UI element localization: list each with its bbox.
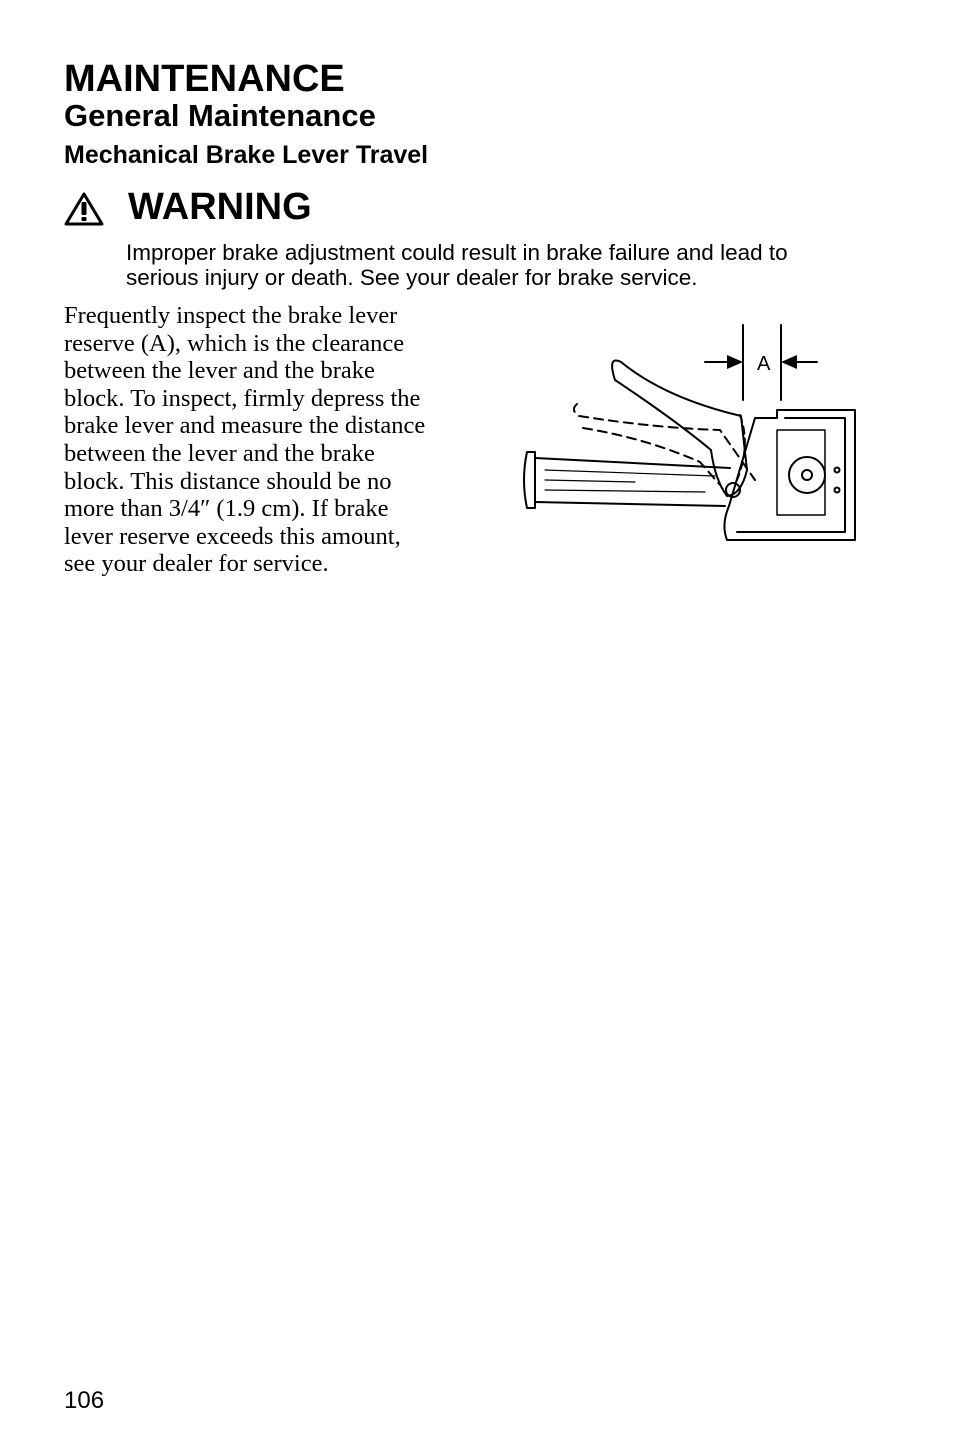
warning-triangle-icon (64, 192, 104, 226)
warning-text: Improper brake adjustment could result in brake failure and lead to serious injury or death. See your dealer for brake service. (126, 240, 788, 290)
subsection-title: General Maintenance (64, 98, 376, 133)
page-number: 106 (64, 1387, 105, 1414)
clearance-label-a: A (757, 353, 771, 375)
brake-lever-diagram (515, 320, 865, 550)
warning-title: WARNING (128, 186, 312, 228)
section-title: MAINTENANCE (64, 58, 345, 100)
topic-title: Mechanical Brake Lever Travel (64, 141, 429, 169)
body-paragraph: Frequently inspect the brake lever reserve (A), which is the clearance between the lever and the brake block. To inspect, firmly depress the brake lever and measure the distance between the lever and the brake block. This distance should be no more than 3/4″ (1.9 cm). If brake lever reserve exceeds this amount, see your dealer for service. (64, 302, 426, 578)
